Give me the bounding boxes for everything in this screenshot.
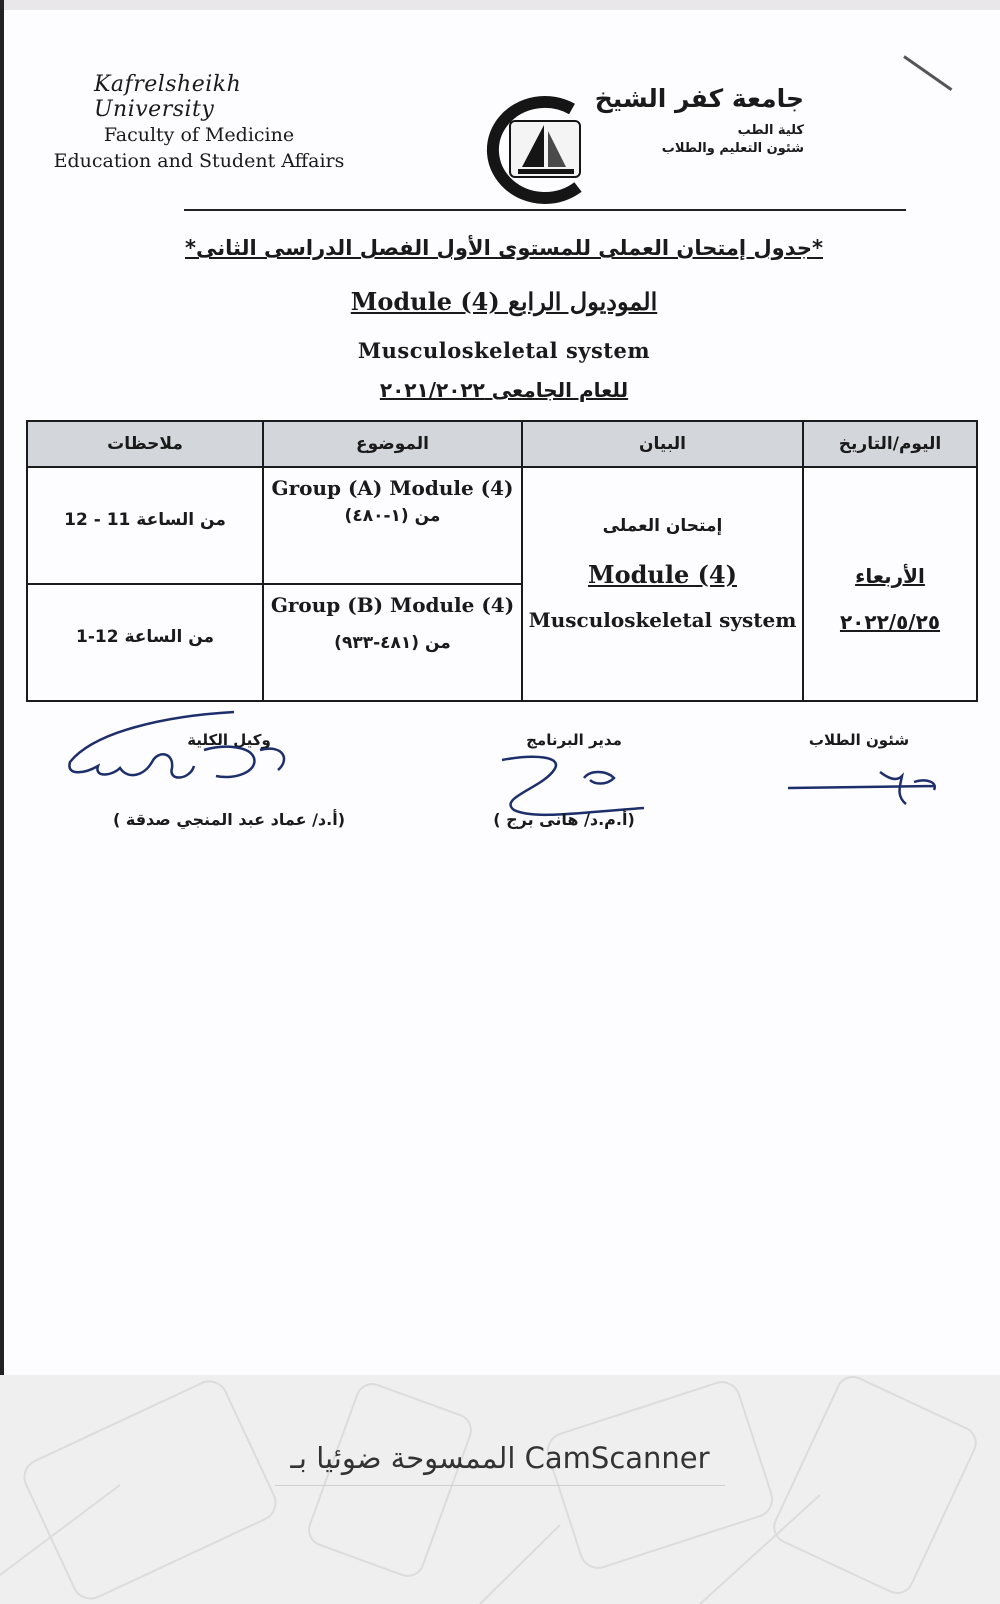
table-row-b-notes <box>26 583 264 702</box>
module-title: Module (4) الموديول الرابع <box>350 287 658 316</box>
day-date-cell <box>802 466 978 702</box>
affairs-name-en: Education and Student Affairs <box>53 150 345 172</box>
faculty-name-ar: كلية الطب <box>737 123 804 138</box>
header-divider <box>184 209 906 211</box>
system-title: Musculoskeletal system <box>357 338 651 363</box>
affairs-name-ar: شئون التعليم والطلاب <box>661 141 804 156</box>
student-affairs-label: شئون الطلاب <box>808 731 910 749</box>
table-row-a-subject <box>262 466 523 585</box>
page-top-edge <box>4 0 1000 10</box>
program-director-name: (أ.م.د/ هانى برج ) <box>493 810 635 829</box>
faculty-name-en: Faculty of Medicine <box>103 124 295 146</box>
schedule-title: *جدول إمتحان العملى للمستوى الأول الفصل الدراسى الثانى* <box>185 236 823 260</box>
header-notes: ملاحظات <box>26 420 264 468</box>
table-row-a-notes <box>26 466 264 585</box>
academic-year: للعام الجامعى ٢٠٢١/٢٠٢٢ <box>379 378 629 402</box>
statement-system: Musculoskeletal system <box>528 608 797 632</box>
student-affairs-signature <box>784 760 964 820</box>
header-subject: الموضوع <box>262 420 523 468</box>
vice-dean-name: (أ.د/ عماد عبد المنجي صدقة ) <box>112 810 346 829</box>
statement-module: Module (4) <box>588 560 737 589</box>
faculty-block-ar <box>604 122 804 158</box>
footer-pattern <box>0 1375 1000 1604</box>
faculty-block-en <box>34 122 364 174</box>
exam-date: ٢٠٢٢/٥/٢٥ <box>839 610 941 634</box>
program-director-label: مدير البرنامج <box>526 731 622 749</box>
camscanner-footer <box>0 1375 1000 1604</box>
range-b: من (٤٨١-٩٣٣) <box>334 633 451 653</box>
scanner-watermark-text: الممسوحة ضوئيا بـ CamScanner <box>290 1441 710 1475</box>
university-name-en: Kafrelsheikh University <box>94 72 242 122</box>
statement-cell <box>521 466 804 702</box>
time-b: من الساعة 12-1 <box>75 627 215 647</box>
pen-mark <box>903 55 952 91</box>
header-day-date: اليوم/التاريخ <box>802 420 978 468</box>
footer-rule <box>275 1485 725 1486</box>
table-row-b-subject <box>262 583 523 702</box>
exam-schedule-table <box>26 420 978 702</box>
university-name-ar: جامعة كفر الشيخ <box>594 84 804 113</box>
group-b: Group (B) Module (4) <box>270 593 515 617</box>
time-a: من الساعة 11 - 12 <box>64 510 226 530</box>
range-a: من (١-٤٨٠) <box>344 506 441 526</box>
vice-dean-signature <box>54 706 314 806</box>
exam-type: إمتحان العملى <box>602 516 723 536</box>
vice-dean-label: وكيل الكلية <box>187 731 271 749</box>
header-statement: البيان <box>521 420 804 468</box>
group-a: Group (A) Module (4) <box>271 476 514 500</box>
exam-day: الأربعاء <box>855 564 925 588</box>
